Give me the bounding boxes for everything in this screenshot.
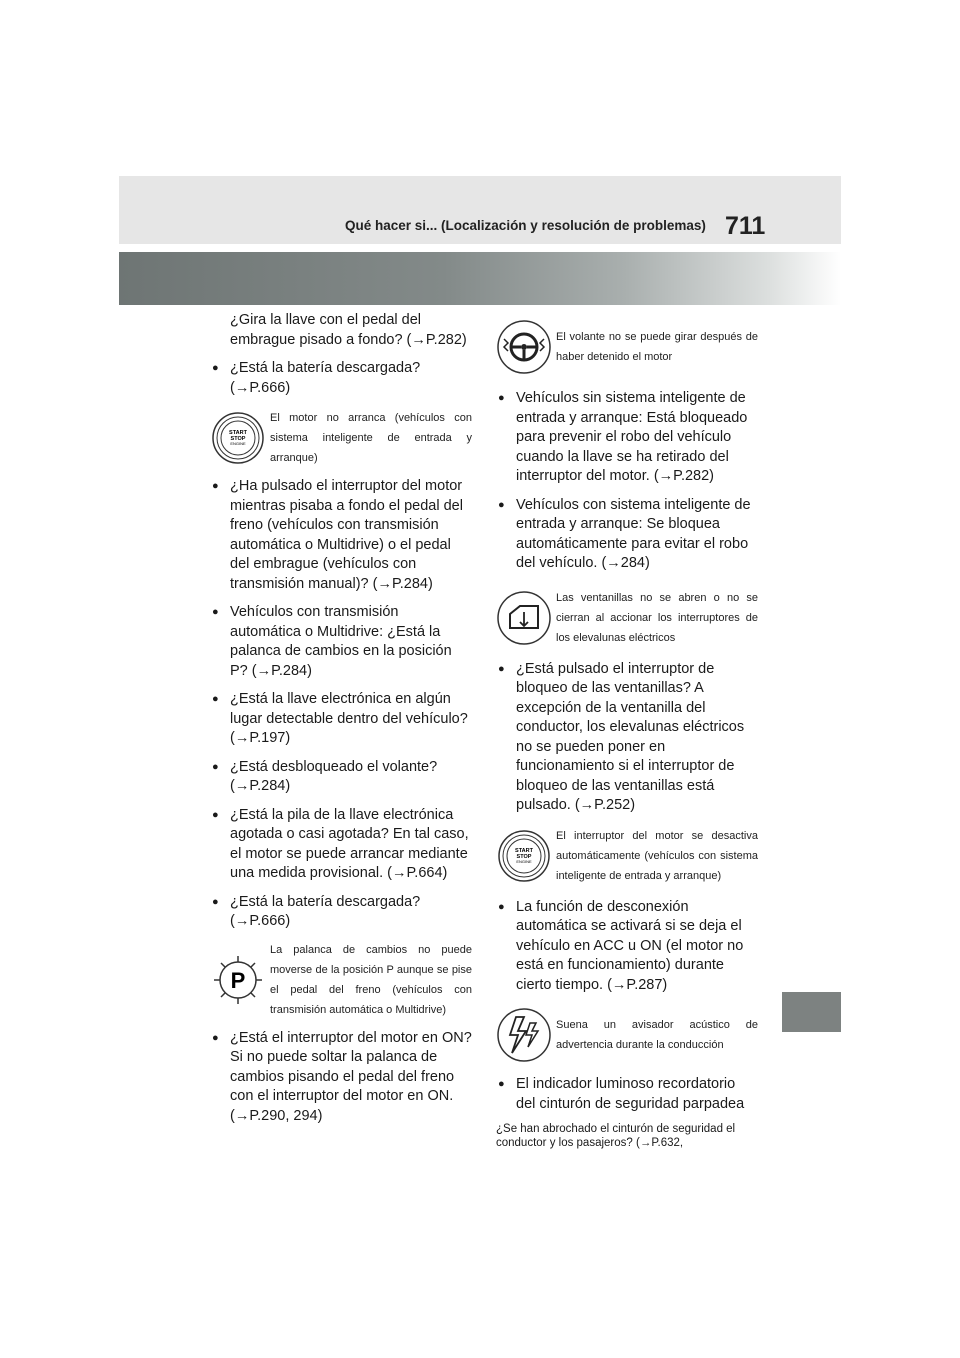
chapter-side-tab xyxy=(782,992,841,1032)
start-label-3: ENGINE xyxy=(230,441,246,446)
bullet-item: ● Vehículos sin sistema inteligente de entrada y arranque: Está bloqueado para prevenir el robo del vehículo cuando la llave se ha retirado del interruptor del motor. (→P.282) xyxy=(496,389,758,487)
start-label-1: START xyxy=(515,847,533,854)
bullet-item: ● ¿Está la batería descargada? (→P.666) xyxy=(210,359,472,398)
info-box-shift-lock xyxy=(210,940,472,1020)
bullet-item: ● La función de desconexión automática se activará si se deja el vehículo en ACC u ON (el motor no está en funcionamiento) durante cierto tiempo. (→P.287) xyxy=(496,898,758,996)
left-column xyxy=(210,305,472,1126)
header-title: Qué hacer si... (Localización y resolución de problemas) xyxy=(345,218,706,233)
power-window-icon xyxy=(496,590,552,646)
bullet-item: ● El indicador luminoso recordatorio del cinturón de seguridad parpadea xyxy=(496,1075,758,1114)
start-label-3: ENGINE xyxy=(516,858,532,864)
bullet-item: ● ¿Está la llave electrónica en algún lugar detectable dentro del vehículo? (→P.197) xyxy=(210,690,472,749)
bullet-item: ● ¿Está la pila de la llave electrónica agotada o casi agotada? En tal caso, el motor se puede arrancar mediante una medida provisional. (→P.664) xyxy=(210,806,472,884)
seatbelt-note: ¿Se han abrochado el cinturón de seguridad el conductor y los pasajeros? (→P.632, xyxy=(496,1123,736,1149)
info-text-windows: Las ventanillas no se abren o no se cierran al accionar los interruptores de los elevalunas eléctricos xyxy=(556,591,758,644)
start-label-2: STOP xyxy=(516,853,532,860)
info-box-steering xyxy=(496,319,758,375)
start-button-icon xyxy=(496,828,552,884)
start-label-1: START xyxy=(229,430,247,436)
bullet-item: ● ¿Está la batería descargada? (→P.666) xyxy=(210,893,472,932)
info-box-windows xyxy=(496,588,758,648)
steering-lock-icon xyxy=(496,319,552,375)
info-text-shift-lock: La palanca de cambios no puede moverse de la posición P aunque se pise el pedal del freno (vehículos con transmisión automática o Multidrive) xyxy=(270,943,472,1016)
bullet-item: ● ¿Está desbloqueado el volante? (→P.284) xyxy=(210,758,472,797)
bullet-item: ● ¿Ha pulsado el interruptor del motor mientras pisaba a fondo el pedal del freno (vehículos con transmisión automática o Multidrive) o el pedal del embrague (vehículos con transmisión manual)? (→P.284) xyxy=(210,477,472,594)
shift-lock-gear-icon xyxy=(210,952,266,1008)
bullet-item: ● ¿Está pulsado el interruptor de bloqueo de las ventanillas? A excepción de la ventanilla del conductor, los elevalunas eléctricos no se pueden poner en funcionamiento si el interruptor de bloqueo de las ventanillas está pulsado. (→P.252) xyxy=(496,660,758,816)
info-text-buzzer: Suena un avisador acústico de advertencia durante la conducción xyxy=(556,1019,758,1051)
start-label-2: STOP xyxy=(230,436,246,442)
shift-letter: P xyxy=(230,967,246,993)
start-button-icon xyxy=(210,410,266,466)
bullet-item: ● Vehículos con transmisión automática o Multidrive: ¿Está la palanca de cambios en la posición P? (→P.284) xyxy=(210,603,472,681)
info-box-switch-off xyxy=(496,826,758,886)
info-text-switch-off: El interruptor del motor se desactiva automáticamente (vehículos con sistema inteligente de entrada y arranque) xyxy=(556,829,758,882)
warning-buzzer-icon xyxy=(496,1007,552,1063)
right-column xyxy=(496,305,758,1162)
page-number: 711 xyxy=(725,212,766,240)
bullet-item: ● ¿Está el interruptor del motor en ON? Si no puede soltar la palanca de cambios pisando el pedal del freno con el interruptor del motor en ON. (→P.290, 294) xyxy=(210,1029,472,1127)
info-box-engine-start xyxy=(210,408,472,468)
info-box-buzzer xyxy=(496,1007,758,1063)
bullet-item: ● Vehículos con sistema inteligente de entrada y arranque: Se bloquea automáticamente para evitar el robo del vehículo. (→284) xyxy=(496,496,758,574)
section-gradient-band xyxy=(119,252,841,305)
info-text-steering: El volante no se puede girar después de haber detenido el motor xyxy=(556,331,758,363)
info-text-engine-start: El motor no arranca (vehículos con sistema inteligente de entrada y arranque) xyxy=(270,412,472,464)
continuation-text: ¿Gira la llave con el pedal del embrague pisado a fondo? (→P.282) xyxy=(230,312,467,348)
